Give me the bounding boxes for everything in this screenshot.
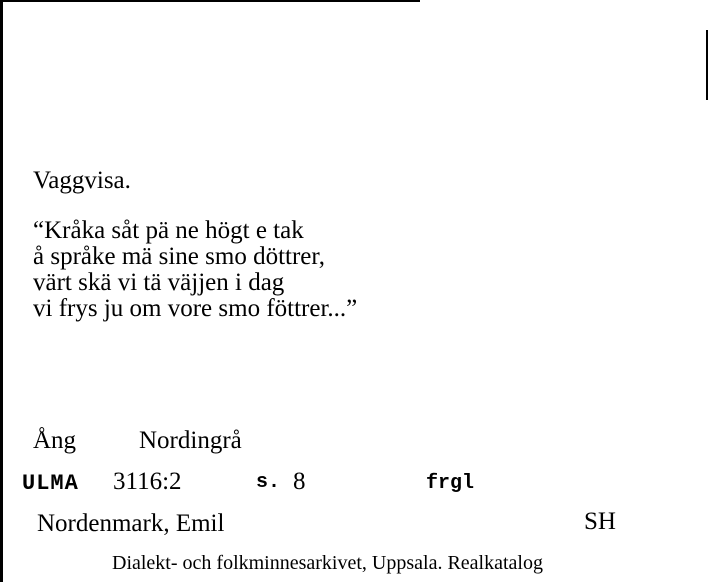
collector-name: Nordenmark, Emil bbox=[37, 510, 225, 537]
poem-text bbox=[33, 218, 357, 322]
card-left-edge bbox=[0, 0, 3, 582]
poem-line: vi frys ju om vore smo föttrer...” bbox=[33, 295, 358, 322]
page-number: 8 bbox=[293, 468, 306, 495]
page-label: s. bbox=[256, 471, 281, 494]
song-title: Vaggvisa. bbox=[33, 167, 131, 194]
card-top-edge bbox=[0, 0, 420, 2]
genre-code: frgl bbox=[426, 472, 475, 495]
archive-number: 3116:2 bbox=[113, 468, 182, 495]
archive-footer: Dialekt- och folkminnesarkivet, Uppsala. Realkatalog bbox=[112, 552, 543, 574]
place-value: Nordingrå bbox=[139, 427, 242, 454]
poem-line: värt skä vi tä väjjen i dag bbox=[33, 269, 285, 296]
recorder-initials: SH bbox=[584, 508, 616, 535]
archive-code: ULMA bbox=[22, 471, 79, 496]
place-label: Ång bbox=[33, 427, 77, 454]
poem-line: “Kråka såt pä ne högt e tak bbox=[33, 217, 304, 244]
poem-line: å språke mä sine smo döttrer, bbox=[33, 243, 325, 270]
card-right-edge bbox=[706, 30, 708, 100]
